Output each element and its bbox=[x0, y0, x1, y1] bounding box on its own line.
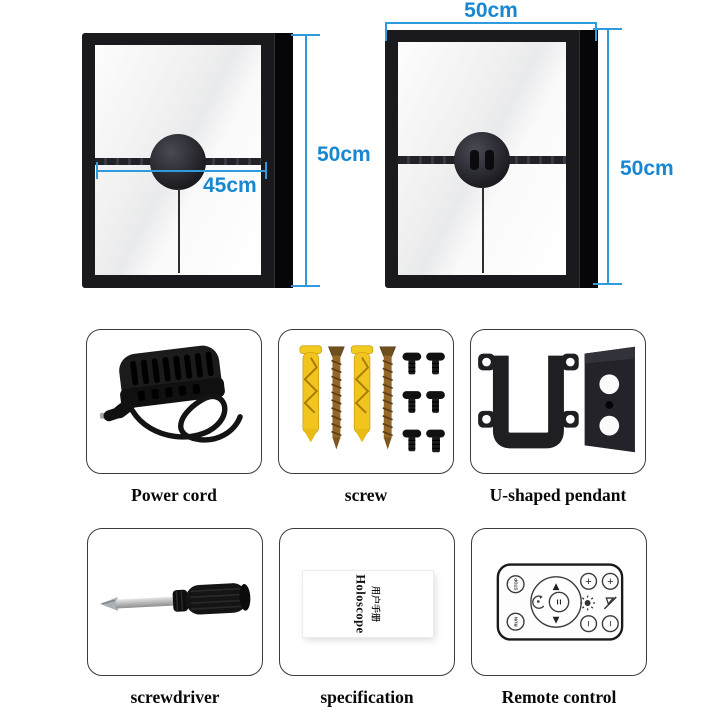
remote-illustration bbox=[472, 529, 646, 675]
part-label: U-shaped pendant bbox=[489, 485, 627, 505]
dim-cap bbox=[593, 28, 622, 30]
display-frame-right bbox=[385, 30, 598, 288]
u-pendant-box bbox=[470, 329, 646, 474]
dim-cap bbox=[291, 34, 320, 36]
dim-tick bbox=[265, 162, 267, 179]
long-screw bbox=[380, 347, 396, 450]
power-cable bbox=[482, 187, 484, 273]
frame-side-panel bbox=[274, 33, 293, 288]
u-bracket bbox=[478, 354, 579, 441]
wall-anchor bbox=[300, 346, 322, 443]
remote-box bbox=[471, 528, 647, 676]
power-cord-illustration bbox=[87, 330, 261, 473]
stop-button-label: STOP bbox=[513, 578, 519, 591]
accessory-specification bbox=[279, 528, 455, 708]
part-label: Remote control bbox=[501, 687, 617, 707]
dpad-up-arrow: ▲ bbox=[552, 582, 560, 593]
dim-label-left-height: 50cm bbox=[317, 143, 371, 166]
screwdriver-illustration bbox=[88, 529, 262, 675]
part-label: screw bbox=[344, 485, 388, 505]
dpad-down-arrow: ▼ bbox=[552, 615, 560, 626]
ok-button-label: = bbox=[552, 599, 564, 605]
dim-label-top-width: 50cm bbox=[464, 0, 518, 22]
hub-slot bbox=[485, 150, 494, 170]
dim-label-right-height: 50cm bbox=[620, 157, 674, 180]
dim-label-inner-width: 45cm bbox=[203, 174, 257, 197]
power-cord-box bbox=[86, 329, 262, 474]
run-button-label: RUN bbox=[513, 616, 519, 627]
accessory-power-cord bbox=[86, 329, 262, 506]
part-label: screwdriver bbox=[130, 687, 220, 707]
frame-side-panel bbox=[579, 30, 598, 288]
dim-cap bbox=[593, 283, 622, 285]
frame-window bbox=[95, 45, 261, 275]
long-screw bbox=[329, 347, 345, 450]
manual-booklet bbox=[303, 571, 433, 637]
power-cable bbox=[178, 188, 180, 273]
fan-hub bbox=[150, 134, 206, 190]
hub-slot bbox=[470, 150, 479, 170]
part-label: specification bbox=[320, 687, 414, 707]
display-frame-left bbox=[82, 33, 293, 288]
frame-window bbox=[398, 42, 566, 275]
mount-plate bbox=[585, 347, 635, 453]
part-label: Power cord bbox=[131, 485, 217, 505]
small-bolts bbox=[402, 353, 444, 453]
u-pendant-illustration bbox=[471, 330, 645, 473]
wall-anchor bbox=[351, 346, 373, 443]
dim-line-inner-width bbox=[96, 170, 267, 172]
screwdriver-body bbox=[99, 582, 251, 619]
minus-button-label: − bbox=[603, 620, 616, 627]
accessory-screw bbox=[278, 329, 454, 506]
specification-box bbox=[279, 528, 455, 676]
dim-line-right-height bbox=[607, 28, 609, 285]
dim-cap bbox=[291, 285, 320, 287]
dim-tick bbox=[595, 22, 597, 41]
screw-box bbox=[278, 329, 454, 474]
barrel-plug bbox=[100, 405, 129, 419]
dim-tick bbox=[385, 22, 387, 41]
plus-button-label: + bbox=[585, 576, 592, 589]
booklet-title: Holoscope bbox=[353, 574, 368, 634]
fan-hub bbox=[454, 132, 510, 188]
accessory-remote bbox=[471, 528, 647, 708]
minus-button-label: − bbox=[582, 620, 595, 627]
screwdriver-box bbox=[87, 528, 263, 676]
dim-tick bbox=[96, 162, 98, 179]
screw-illustration bbox=[279, 330, 453, 473]
booklet-subtitle: 用户手册 bbox=[369, 585, 380, 623]
accessory-u-pendant bbox=[470, 329, 646, 506]
accessory-screwdriver bbox=[87, 528, 263, 708]
dim-line-left-height bbox=[305, 34, 307, 287]
plus-button-label: + bbox=[607, 576, 614, 589]
